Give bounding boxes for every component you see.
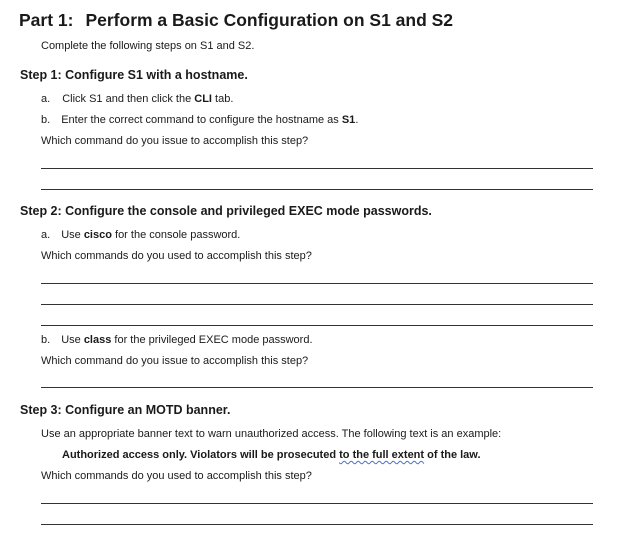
answer-line[interactable]: [41, 503, 593, 504]
item-text: Use: [61, 334, 84, 346]
step2-question-a: Which commands do you used to accomplish this step?: [41, 250, 312, 262]
banner-example: [62, 449, 481, 461]
answer-line[interactable]: [41, 189, 593, 190]
part-intro: Complete the following steps on S1 and S2.: [41, 40, 255, 52]
answer-line[interactable]: [41, 325, 593, 326]
step1-heading: Step 1: Configure S1 with a hostname.: [20, 68, 248, 82]
answer-line[interactable]: [41, 304, 593, 305]
step3-intro: Use an appropriate banner text to warn unauthorized access. The following text is an example:: [41, 428, 502, 440]
item-text: for the privileged EXEC mode password.: [111, 334, 313, 346]
step1-question: Which command do you issue to accomplish this step?: [41, 135, 309, 147]
step2-heading: Step 2: Configure the console and privileged EXEC mode passwords.: [20, 204, 432, 218]
list-marker: b.: [41, 114, 51, 126]
step2-item-a: [41, 229, 240, 241]
item-bold: class: [83, 334, 112, 346]
item-text: .: [355, 114, 359, 126]
item-text: Use: [61, 229, 84, 241]
answer-line[interactable]: [41, 387, 593, 388]
item-text: for the console password.: [111, 229, 241, 241]
list-marker: a.: [41, 229, 51, 241]
step3-question: Which commands do you used to accomplish this step?: [41, 470, 312, 482]
banner-text: of the law.: [424, 449, 481, 461]
step3-heading: Step 3: Configure an MOTD banner.: [20, 403, 231, 417]
item-bold: CLI: [194, 93, 212, 105]
item-text: tab.: [212, 93, 234, 105]
part-title: [19, 10, 453, 31]
banner-text: Authorized access only. Violators will be prosecuted: [62, 449, 340, 461]
step1-item-b: [41, 114, 358, 126]
answer-line[interactable]: [41, 524, 593, 525]
part-title-text: Perform a Basic Configuration on S1 and S2: [85, 10, 454, 30]
answer-line[interactable]: [41, 168, 593, 169]
part-label: Part 1:: [19, 10, 74, 30]
spellcheck-underline-text: to the full extent: [339, 449, 425, 461]
answer-line[interactable]: [41, 283, 593, 284]
step2-item-b: [41, 334, 313, 346]
item-bold: cisco: [83, 229, 112, 241]
step1-item-a: [41, 93, 233, 105]
item-text: Enter the correct command to configure the hostname as: [61, 114, 342, 126]
list-marker: b.: [41, 334, 51, 346]
item-text: Click S1 and then click the: [62, 93, 195, 105]
item-bold: S1: [341, 114, 356, 126]
list-marker: a.: [41, 93, 51, 105]
step2-question-b: Which command do you issue to accomplish this step?: [41, 355, 309, 367]
